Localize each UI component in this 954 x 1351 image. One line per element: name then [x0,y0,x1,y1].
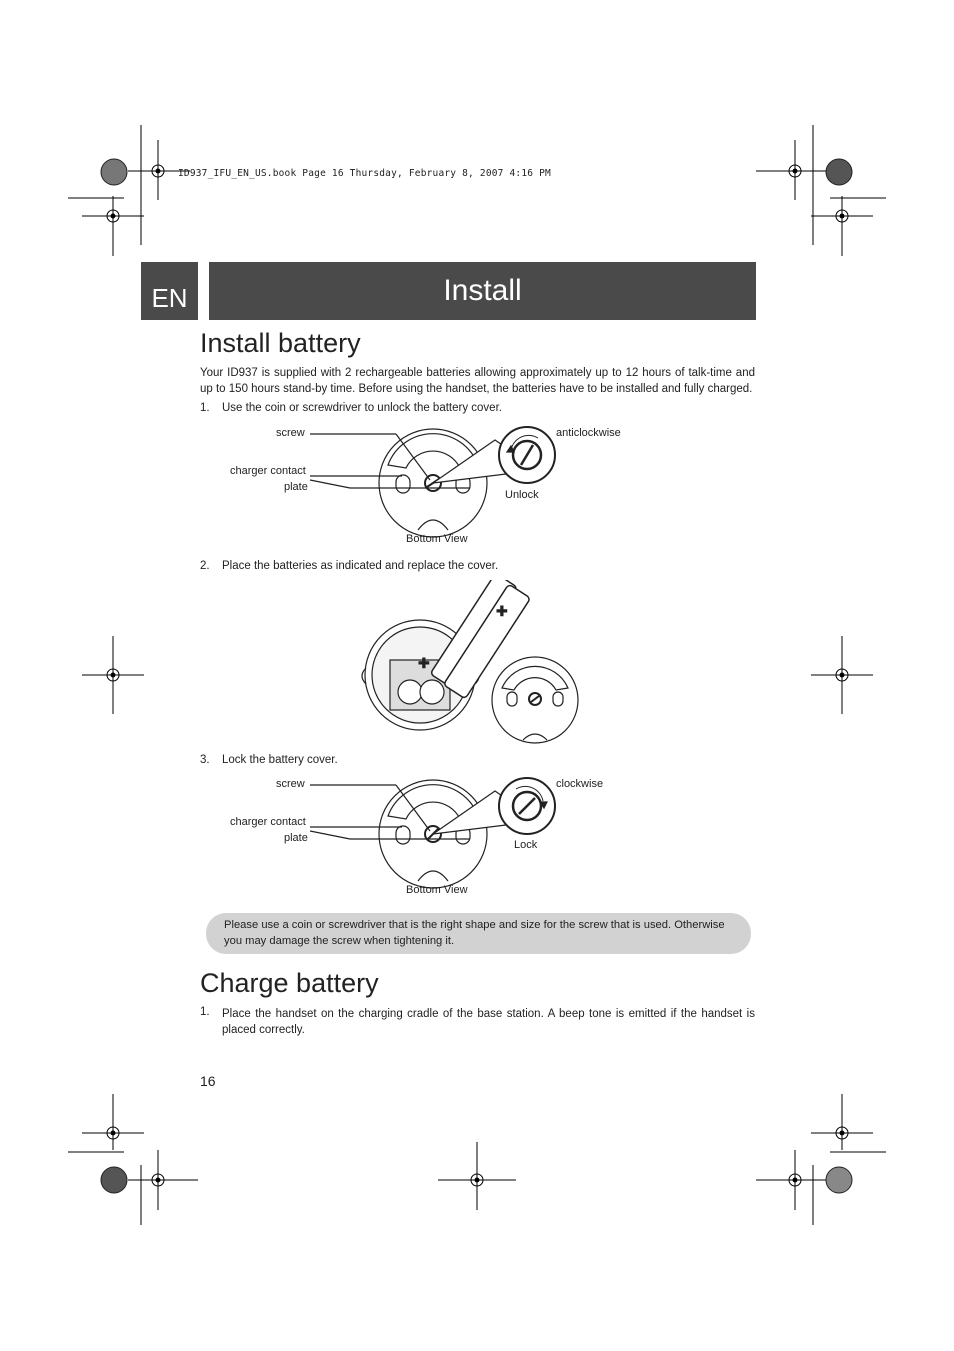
fig1-charger-label-line1: charger contact [230,465,306,477]
fig1-view-label: Bottom View [406,533,468,545]
fig3-direction-label: clockwise [556,778,604,790]
step-text: Place the handset on the charging cradle of the base station. A beep tone is emitted if the handset is placed correctly. [222,1008,755,1036]
warning-note: Please use a coin or screwdriver that is the right shape and size for the screw that is used. Otherwise you may damage the screw when tightening it. [206,913,751,954]
intro-paragraph: Your ID937 is supplied with 2 rechargeable batteries allowing approximately up to 12 hours of talk-time and up to 150 hours stand-by time. Before using the handset, the batteries have to be installed and fully charged. [200,367,755,395]
fig1-charger-label-line2: plate [284,481,308,493]
fig1-direction-label: anticlockwise [556,427,621,439]
fig3-screw-label: screw [276,778,305,790]
fig3-view-label: Bottom View [406,884,468,896]
svg-text:✚: ✚ [418,655,430,671]
step-number: 3. [200,754,210,766]
step-text: Place the batteries as indicated and replace the cover. [222,560,499,572]
step-text: Lock the battery cover. [222,754,338,766]
step-text: Use the coin or screwdriver to unlock the battery cover. [222,402,502,414]
language-tab: EN [141,262,198,320]
svg-text:✚: ✚ [496,603,508,619]
page-number: 16 [200,1073,216,1089]
fig1-action-label: Unlock [505,489,539,501]
fig3-charger-label-line2: plate [284,832,308,844]
fig3-action-label: Lock [514,839,538,851]
charge-battery-heading: Charge battery [200,968,379,998]
print-slug: ID937_IFU_EN_US.book Page 16 Thursday, February 8, 2007 4:16 PM [178,168,551,179]
fig1-screw-label: screw [276,427,305,439]
step-number: 1. [200,402,210,414]
install-battery-heading: Install battery [200,328,361,358]
fig3-charger-label-line1: charger contact [230,816,306,828]
step-number: 2. [200,560,210,572]
chapter-title: Install [209,262,756,320]
step-number: 1. [200,1006,210,1018]
battery-placement-diagram [360,580,590,750]
